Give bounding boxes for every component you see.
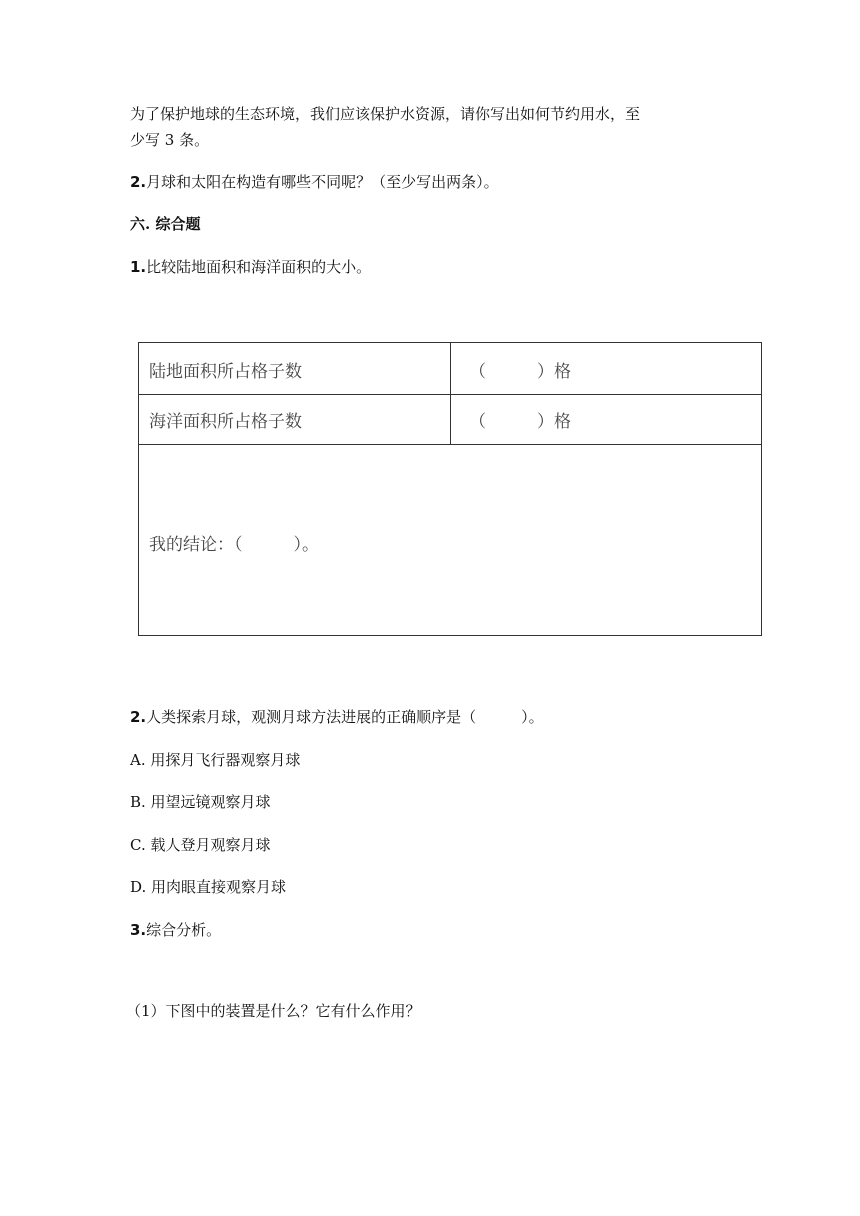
section6-question-3 bbox=[130, 920, 221, 940]
land-area-value: （ ）格 bbox=[469, 362, 571, 382]
option-d: D. 用肉眼直接观察月球 bbox=[130, 878, 287, 896]
question-text: 人类探索月球，观测月球方法进展的正确顺序是（ ）。 bbox=[146, 708, 544, 726]
option-a: A. 用探月飞行器观察月球 bbox=[130, 751, 301, 769]
land-area-label: 陆地面积所占格子数 bbox=[149, 362, 302, 382]
section-heading: 六. 综合题 bbox=[130, 215, 201, 233]
question-text: 月球和太阳在构造有哪些不同呢？（至少写出两条）。 bbox=[146, 173, 499, 191]
section6-question-2 bbox=[130, 707, 544, 727]
option-b: B. 用望远镜观察月球 bbox=[130, 793, 271, 811]
question-number: 3. bbox=[130, 921, 147, 939]
question-text: 综合分析。 bbox=[146, 921, 222, 939]
conclusion-text: 我的结论：（ ）。 bbox=[149, 535, 319, 555]
question-number: 2. bbox=[130, 173, 147, 191]
ocean-area-value: （ ）格 bbox=[469, 412, 571, 432]
table-divider bbox=[450, 343, 451, 444]
area-comparison-table bbox=[138, 342, 762, 636]
sub-question-1: （1）下图中的装置是什么？它有什么作用？ bbox=[126, 1002, 421, 1020]
option-c: C. 载人登月观察月球 bbox=[130, 836, 271, 854]
question-number: 1. bbox=[130, 258, 147, 276]
section6-question-1 bbox=[130, 257, 371, 277]
question-water-line1: 为了保护地球的生态环境，我们应该保护水资源，请你写出如何节约用水，至 bbox=[130, 105, 641, 123]
question-text: 比较陆地面积和海洋面积的大小。 bbox=[146, 258, 372, 276]
ocean-area-label: 海洋面积所占格子数 bbox=[149, 412, 302, 432]
question-2 bbox=[130, 172, 499, 192]
question-number: 2. bbox=[130, 708, 147, 726]
question-water-line2: 少写 3 条。 bbox=[130, 131, 210, 149]
